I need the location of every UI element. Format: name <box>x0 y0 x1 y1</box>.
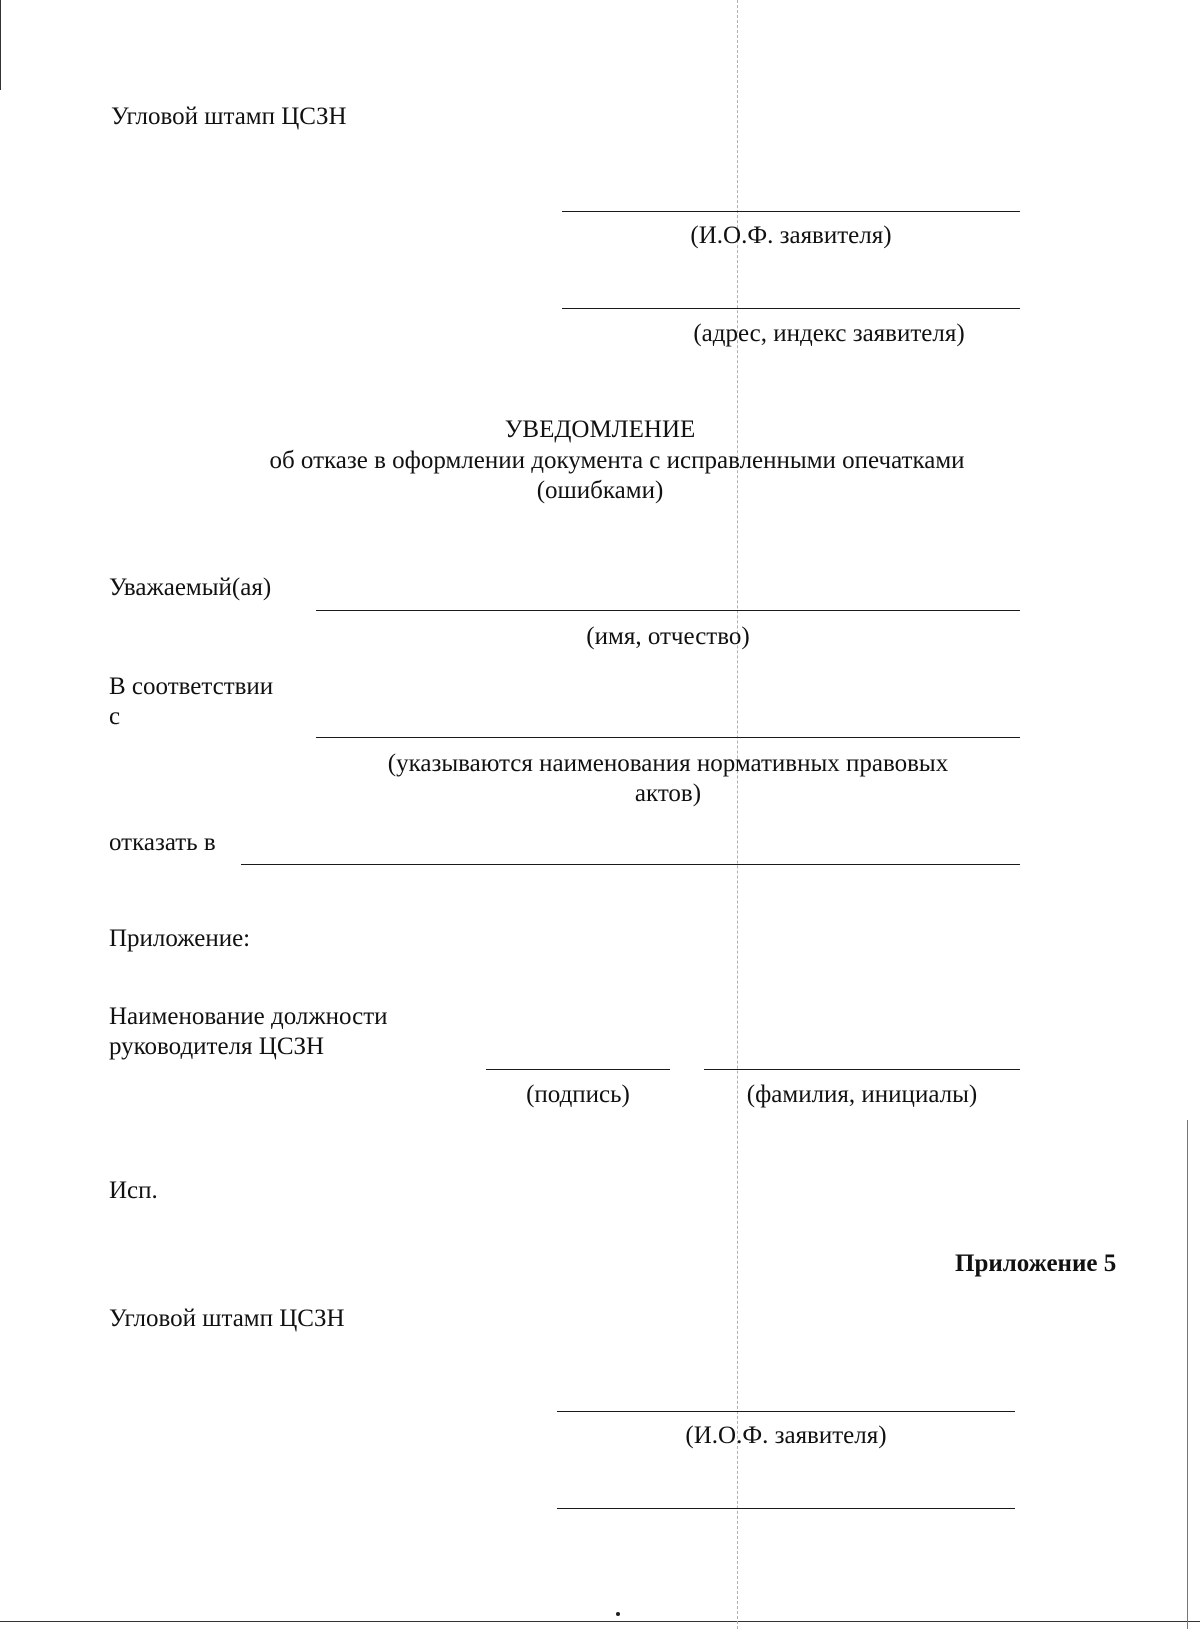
notice-title: УВЕДОМЛЕНИЕ <box>504 416 696 443</box>
corner-stamp-label: Угловой штамп ЦСЗН <box>111 103 347 130</box>
applicant-name-line <box>562 211 1020 212</box>
appendix-applicant-name-caption: (И.О.Ф. заявителя) <box>685 1422 887 1449</box>
appendix-corner-stamp-label: Угловой штамп ЦСЗН <box>109 1305 345 1332</box>
acts-caption-line1: (указываются наименования нормативных правовых <box>387 750 949 777</box>
scan-edge-right <box>1187 1120 1188 1629</box>
executor-label: Исп. <box>109 1177 158 1204</box>
signature-caption: (подпись) <box>526 1081 630 1108</box>
accordance-label-line2: с <box>109 703 121 730</box>
notice-subtitle-line2: (ошибками) <box>536 477 664 504</box>
scan-edge-bottom <box>0 1621 1200 1622</box>
scan-speck <box>616 1612 620 1616</box>
applicant-name-caption: (И.О.Ф. заявителя) <box>690 222 892 249</box>
appendix-applicant-name-line <box>557 1411 1015 1412</box>
scan-edge-left <box>0 0 1 90</box>
accordance-label-line1: В соответствии <box>109 673 274 700</box>
applicant-address-caption: (адрес, индекс заявителя) <box>693 320 965 347</box>
signature-line <box>486 1069 670 1070</box>
name-caption: (имя, отчество) <box>586 623 750 650</box>
fullname-caption: (фамилия, инициалы) <box>746 1081 978 1108</box>
applicant-address-line <box>562 308 1020 309</box>
appendix-heading: Приложение 5 <box>955 1250 1117 1277</box>
acts-caption-line2: актов) <box>634 780 702 807</box>
refuse-label: отказать в <box>109 829 216 856</box>
position-title-line1: Наименование должности <box>109 1003 388 1030</box>
attachment-label: Приложение: <box>109 925 251 952</box>
name-line <box>316 610 1020 611</box>
acts-line <box>316 737 1020 738</box>
notice-subtitle-line1: об отказе в оформлении документа с исправленными опечатками <box>269 447 965 474</box>
appendix-applicant-address-line <box>557 1508 1015 1509</box>
refuse-line <box>241 864 1020 865</box>
salutation-label: Уважаемый(ая) <box>109 574 272 601</box>
fullname-line <box>704 1069 1020 1070</box>
position-title-line2: руководителя ЦСЗН <box>109 1033 325 1060</box>
